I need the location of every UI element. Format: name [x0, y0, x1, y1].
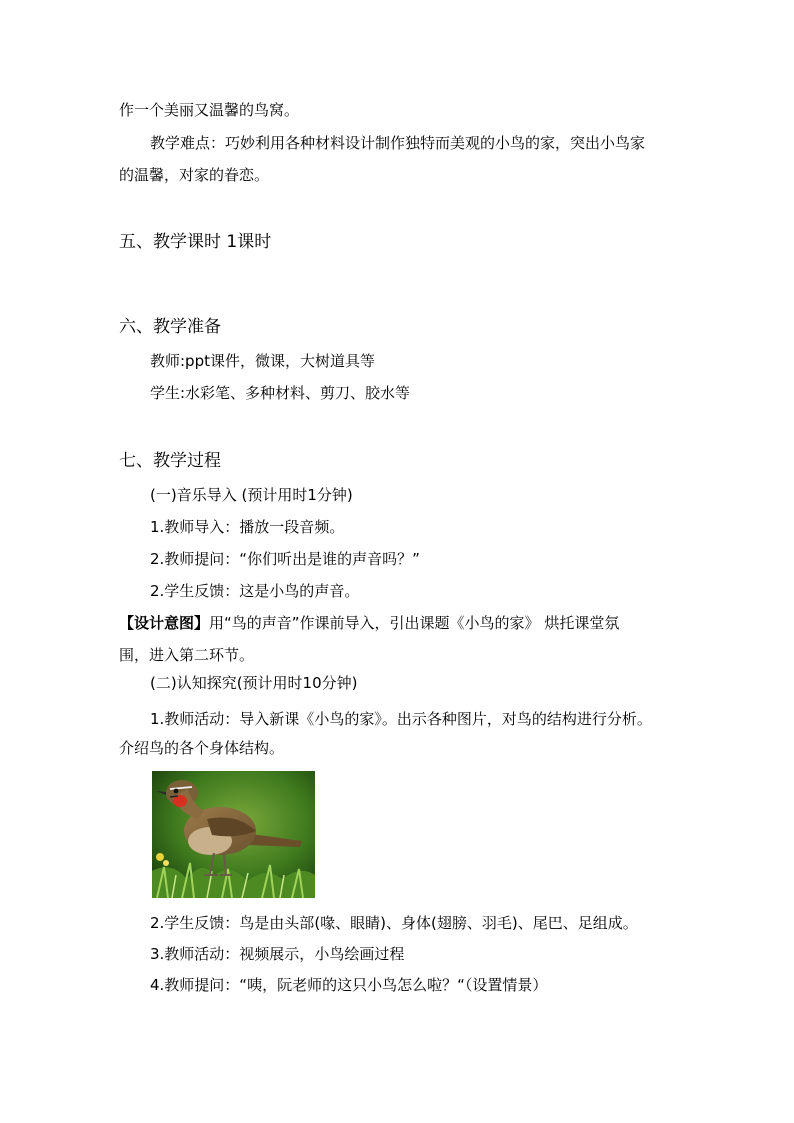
section-heading-process: 七、教学过程 [119, 451, 221, 471]
text-line: 围，进入第二环节。 [119, 646, 255, 664]
prep-student: 学生:水彩笔、多种材料、剪刀、胶水等 [150, 384, 411, 402]
subsection-cognitive-exploration: (二)认知探究(预计用时10分钟) [150, 674, 358, 692]
prep-teacher: 教师:ppt课件，微课，大树道具等 [150, 352, 375, 370]
text-line: 作一个美丽又温馨的鸟窝。 [119, 101, 300, 119]
section-heading-lesson-hours: 五、教学课时 1课时 [119, 232, 272, 252]
design-intent [119, 613, 619, 633]
list-item: 2.学生反馈：鸟是由头部(喙、眼睛)、身体(翅膀、羽毛)、尾巴、足组成。 [150, 914, 638, 932]
list-item: 3.教师活动：视频展示，小鸟绘画过程 [150, 945, 405, 963]
text-line: 的温馨，对家的眷恋。 [119, 166, 270, 184]
list-item: 1.教师导入：播放一段音频。 [150, 518, 345, 536]
section-heading-preparation: 六、教学准备 [119, 317, 221, 337]
design-intent-text: 用“鸟的声音”作课前导入，引出课题《小鸟的家》 烘托课堂氛 [209, 614, 620, 632]
subsection-music-intro: (一)音乐导入 (预计用时1分钟) [150, 486, 353, 504]
list-item: 2.教师提问：“你们听出是谁的声音吗？” [150, 550, 420, 568]
design-intent-label: 【设计意图】 [119, 614, 210, 632]
bird-photo [152, 771, 315, 898]
list-item: 2.学生反馈：这是小鸟的声音。 [150, 582, 360, 600]
list-item: 1.教师活动：导入新课《小鸟的家》。出示各种图片，对鸟的结构进行分析。 [150, 710, 652, 728]
text-line: 介绍鸟的各个身体结构。 [119, 739, 285, 757]
list-item: 4.教师提问：“咦，阮老师的这只小鸟怎么啦？“（设置情景） [150, 976, 548, 994]
teaching-difficulty: 教学难点：巧妙利用各种材料设计制作独特而美观的小鸟的家，突出小鸟家 [150, 134, 646, 152]
